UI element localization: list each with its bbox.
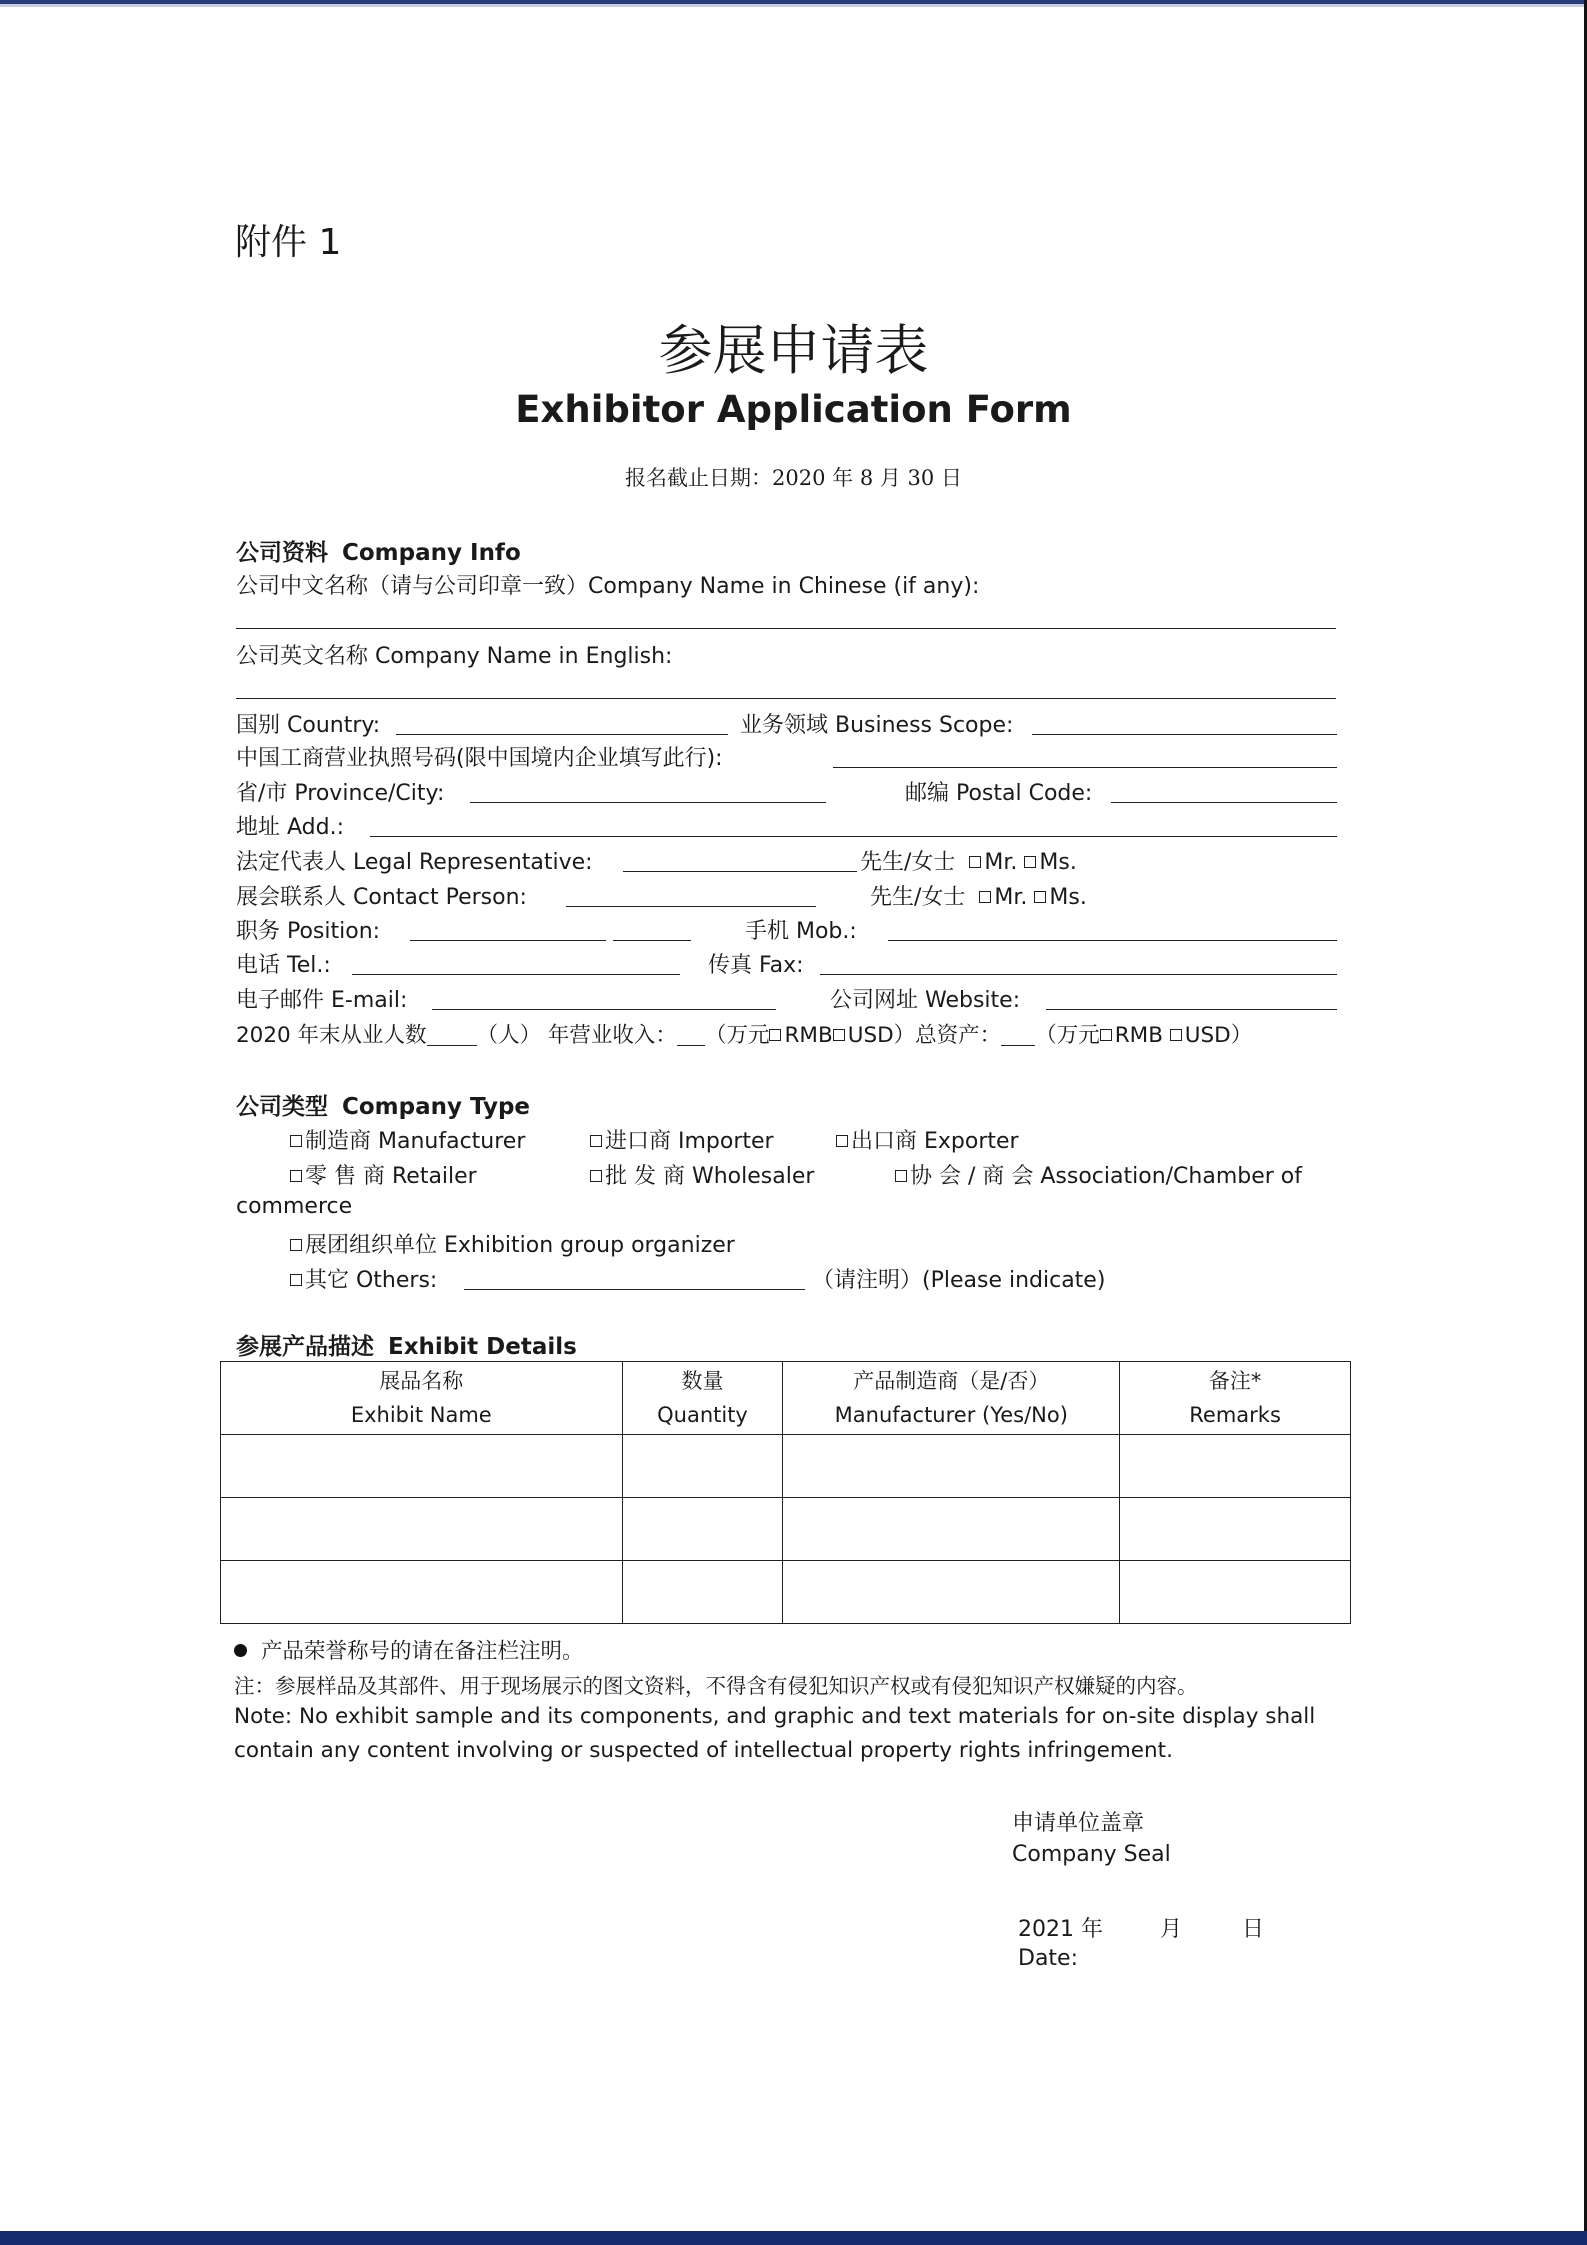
wholesaler-label: 批 发 商 Wholesaler <box>605 1164 815 1189</box>
seal-month: 月 <box>1160 1917 1183 1942</box>
company-info-heading-en: Company Info <box>342 540 521 566</box>
col-remarks <box>1120 1362 1351 1435</box>
table-cell[interactable] <box>1120 1435 1351 1498</box>
honorific-text: 先生/女士 <box>870 885 966 910</box>
seal-date-label: Date: <box>1018 1946 1078 1971</box>
ip-note-en-2: contain any content involving or suspected of intellectual property rights infringement. <box>234 1738 1173 1763</box>
assets-field[interactable] <box>1001 1023 1035 1046</box>
address-field[interactable] <box>370 814 1337 837</box>
assets-rmb-label: RMB <box>1114 1023 1163 1048</box>
ip-note-en-1: Note: No exhibit sample and its components, and graphic and text materials for on-site display shall <box>234 1704 1316 1729</box>
association-checkbox[interactable] <box>895 1170 907 1182</box>
col-manufacturer <box>783 1362 1120 1435</box>
table-cell[interactable] <box>1120 1498 1351 1561</box>
exhibit-heading <box>236 1328 577 1361</box>
fax-label: 传真 Fax: <box>708 953 804 978</box>
revenue-rmb-label: RMB <box>784 1023 833 1048</box>
type-organizer <box>290 1228 735 1259</box>
employees-unit: （人） <box>476 1023 542 1048</box>
seal-label-en: Company Seal <box>1012 1842 1171 1867</box>
exhibit-heading-cn: 参展产品描述 <box>236 1334 374 1360</box>
company-type-heading-en: Company Type <box>342 1094 531 1120</box>
manufacturer-label: 制造商 Manufacturer <box>305 1129 526 1154</box>
company-info-heading-cn: 公司资料 <box>236 540 328 566</box>
mr-checkbox[interactable] <box>979 891 991 903</box>
contact-person-title <box>870 880 1087 911</box>
finance-row <box>236 1018 1252 1049</box>
ms-label: Ms. <box>1049 885 1087 910</box>
col-manufacturer-cn: 产品制造商（是/否） <box>853 1369 1050 1393</box>
attachment-label: 附件 1 <box>235 222 342 263</box>
business-scope-field[interactable] <box>1032 712 1337 735</box>
tel-label: 电话 Tel.: <box>236 953 331 978</box>
type-manufacturer <box>290 1124 525 1155</box>
name-en-field[interactable] <box>236 672 1336 699</box>
table-cell[interactable] <box>221 1435 623 1498</box>
name-en-label: 公司英文名称 Company Name in English: <box>236 644 673 669</box>
contact-person-label: 展会联系人 Contact Person: <box>236 885 527 910</box>
table-cell[interactable] <box>783 1561 1120 1624</box>
exhibit-table <box>220 1361 1351 1624</box>
type-wholesaler <box>590 1159 814 1190</box>
organizer-label: 展团组织单位 Exhibition group organizer <box>305 1233 735 1258</box>
importer-label: 进口商 Importer <box>605 1129 774 1154</box>
fax-field[interactable] <box>820 952 1337 975</box>
revenue-close: ） <box>893 1023 916 1048</box>
exhibit-heading-en: Exhibit Details <box>388 1334 577 1360</box>
revenue-usd-checkbox[interactable] <box>833 1029 845 1041</box>
table-cell[interactable] <box>622 1435 783 1498</box>
company-type-heading-cn: 公司类型 <box>236 1094 328 1120</box>
association-label: 协 会 / 商 会 Association/Chamber of <box>910 1164 1303 1189</box>
assets-usd-checkbox[interactable] <box>1170 1029 1182 1041</box>
ms-checkbox[interactable] <box>1034 891 1046 903</box>
bullet-icon <box>234 1644 247 1657</box>
revenue-field[interactable] <box>677 1023 705 1046</box>
legal-rep-label: 法定代表人 Legal Representative: <box>236 850 593 875</box>
address-label: 地址 Add.: <box>236 815 344 840</box>
assets-unit-open: （万元 <box>1035 1023 1100 1048</box>
manufacturer-checkbox[interactable] <box>290 1135 302 1147</box>
others-note: （请注明）(Please indicate) <box>812 1268 1106 1293</box>
legal-rep-title <box>860 845 1077 876</box>
business-scope-label: 业务领域 Business Scope: <box>740 713 1014 738</box>
province-label: 省/市 Province/City: <box>236 781 445 806</box>
table-cell[interactable] <box>622 1498 783 1561</box>
assets-usd-label: USD <box>1184 1023 1231 1048</box>
assets-rmb-checkbox[interactable] <box>1100 1029 1112 1041</box>
assets-label: 总资产： <box>915 1023 1002 1048</box>
exhibit-table-header <box>221 1362 1351 1435</box>
table-cell[interactable] <box>783 1498 1120 1561</box>
postal-code-label: 邮编 Postal Code: <box>905 781 1093 806</box>
seal-year: 2021 年 <box>1018 1917 1103 1942</box>
tel-field[interactable] <box>352 952 680 975</box>
retailer-checkbox[interactable] <box>290 1170 302 1182</box>
position-field-ext[interactable] <box>613 918 691 941</box>
email-label: 电子邮件 E-mail: <box>236 988 408 1013</box>
ip-note-cn: 注：参展样品及其部件、用于现场展示的图文资料，不得含有侵犯知识产权或有侵犯知识产权嫌疑的内容。 <box>234 1674 1198 1698</box>
col-quantity <box>622 1362 783 1435</box>
mobile-label: 手机 Mob.: <box>745 919 857 944</box>
table-cell[interactable] <box>221 1561 623 1624</box>
revenue-usd-label: USD <box>847 1023 894 1048</box>
retailer-label: 零 售 商 Retailer <box>305 1164 477 1189</box>
table-row <box>221 1561 1351 1624</box>
type-importer <box>590 1124 774 1155</box>
email-field[interactable] <box>432 987 776 1010</box>
mr-label: Mr. <box>984 850 1018 875</box>
name-cn-field[interactable] <box>236 602 1336 629</box>
wholesaler-checkbox[interactable] <box>590 1170 602 1182</box>
association-continued: commerce <box>236 1194 353 1219</box>
type-exporter <box>836 1124 1019 1155</box>
table-row <box>221 1435 1351 1498</box>
revenue-label: 年营业收入： <box>547 1023 677 1048</box>
title-chinese: 参展申请表 <box>658 319 929 382</box>
website-field[interactable] <box>1046 987 1337 1010</box>
table-cell[interactable] <box>1120 1561 1351 1624</box>
type-retailer <box>290 1159 477 1190</box>
honor-note-text: 产品荣誉称号的请在备注栏注明。 <box>261 1639 584 1664</box>
others-label: 其它 Others: <box>305 1268 438 1293</box>
license-label: 中国工商营业执照号码(限中国境内企业填写此行): <box>236 746 723 771</box>
col-exhibit-name <box>221 1362 623 1435</box>
company-type-heading <box>236 1088 530 1121</box>
honorific-text: 先生/女士 <box>860 850 956 875</box>
ms-label: Ms. <box>1039 850 1077 875</box>
honor-note <box>234 1634 1344 1665</box>
position-label: 职务 Position: <box>236 919 381 944</box>
position-field[interactable] <box>410 918 606 941</box>
license-field[interactable] <box>833 745 1337 768</box>
mobile-field[interactable] <box>888 918 1337 941</box>
col-manufacturer-en: Manufacturer (Yes/No) <box>834 1403 1068 1427</box>
table-row <box>221 1498 1351 1561</box>
mr-label: Mr. <box>994 885 1028 910</box>
mr-checkbox[interactable] <box>969 856 981 868</box>
seal-label-cn: 申请单位盖章 <box>1012 1811 1145 1836</box>
assets-close: ） <box>1230 1023 1253 1048</box>
seal-day: 日 <box>1242 1917 1265 1942</box>
others-field[interactable] <box>464 1267 805 1290</box>
province-field[interactable] <box>470 780 826 803</box>
table-cell[interactable] <box>622 1561 783 1624</box>
contact-person-field[interactable] <box>566 884 816 907</box>
exporter-checkbox[interactable] <box>836 1135 848 1147</box>
scan-edge-bottom <box>0 2231 1587 2245</box>
country-field[interactable] <box>396 712 728 735</box>
importer-checkbox[interactable] <box>590 1135 602 1147</box>
website-label: 公司网址 Website: <box>830 988 1021 1013</box>
col-quantity-cn: 数量 <box>681 1369 724 1393</box>
type-others <box>290 1263 437 1294</box>
country-label: 国别 Country: <box>236 713 381 738</box>
col-remarks-en: Remarks <box>1189 1403 1281 1427</box>
organizer-checkbox[interactable] <box>290 1239 302 1251</box>
employees-label: 2020 年末从业人数 <box>236 1023 427 1048</box>
postal-code-field[interactable] <box>1111 780 1337 803</box>
others-checkbox[interactable] <box>290 1274 302 1286</box>
scan-edge-top-shade <box>0 4 1587 7</box>
employees-field[interactable] <box>427 1023 477 1046</box>
col-quantity-en: Quantity <box>657 1403 748 1427</box>
col-remarks-cn: 备注* <box>1208 1369 1262 1393</box>
title-english: Exhibitor Application Form <box>515 388 1072 431</box>
legal-rep-field[interactable] <box>623 849 857 872</box>
table-cell[interactable] <box>221 1498 623 1561</box>
ms-checkbox[interactable] <box>1024 856 1036 868</box>
col-exhibit-name-cn: 展品名称 <box>379 1369 464 1393</box>
company-info-heading <box>236 534 521 567</box>
revenue-rmb-checkbox[interactable] <box>769 1029 781 1041</box>
exporter-label: 出口商 Exporter <box>851 1129 1019 1154</box>
col-exhibit-name-en: Exhibit Name <box>350 1403 492 1427</box>
name-cn-label: 公司中文名称（请与公司印章一致）Company Name in Chinese (if any): <box>236 574 980 599</box>
type-association <box>895 1159 1302 1190</box>
table-cell[interactable] <box>783 1435 1120 1498</box>
deadline-text: 报名截止日期：2020 年 8 月 30 日 <box>625 466 962 490</box>
revenue-unit-open: （万元 <box>704 1023 770 1048</box>
